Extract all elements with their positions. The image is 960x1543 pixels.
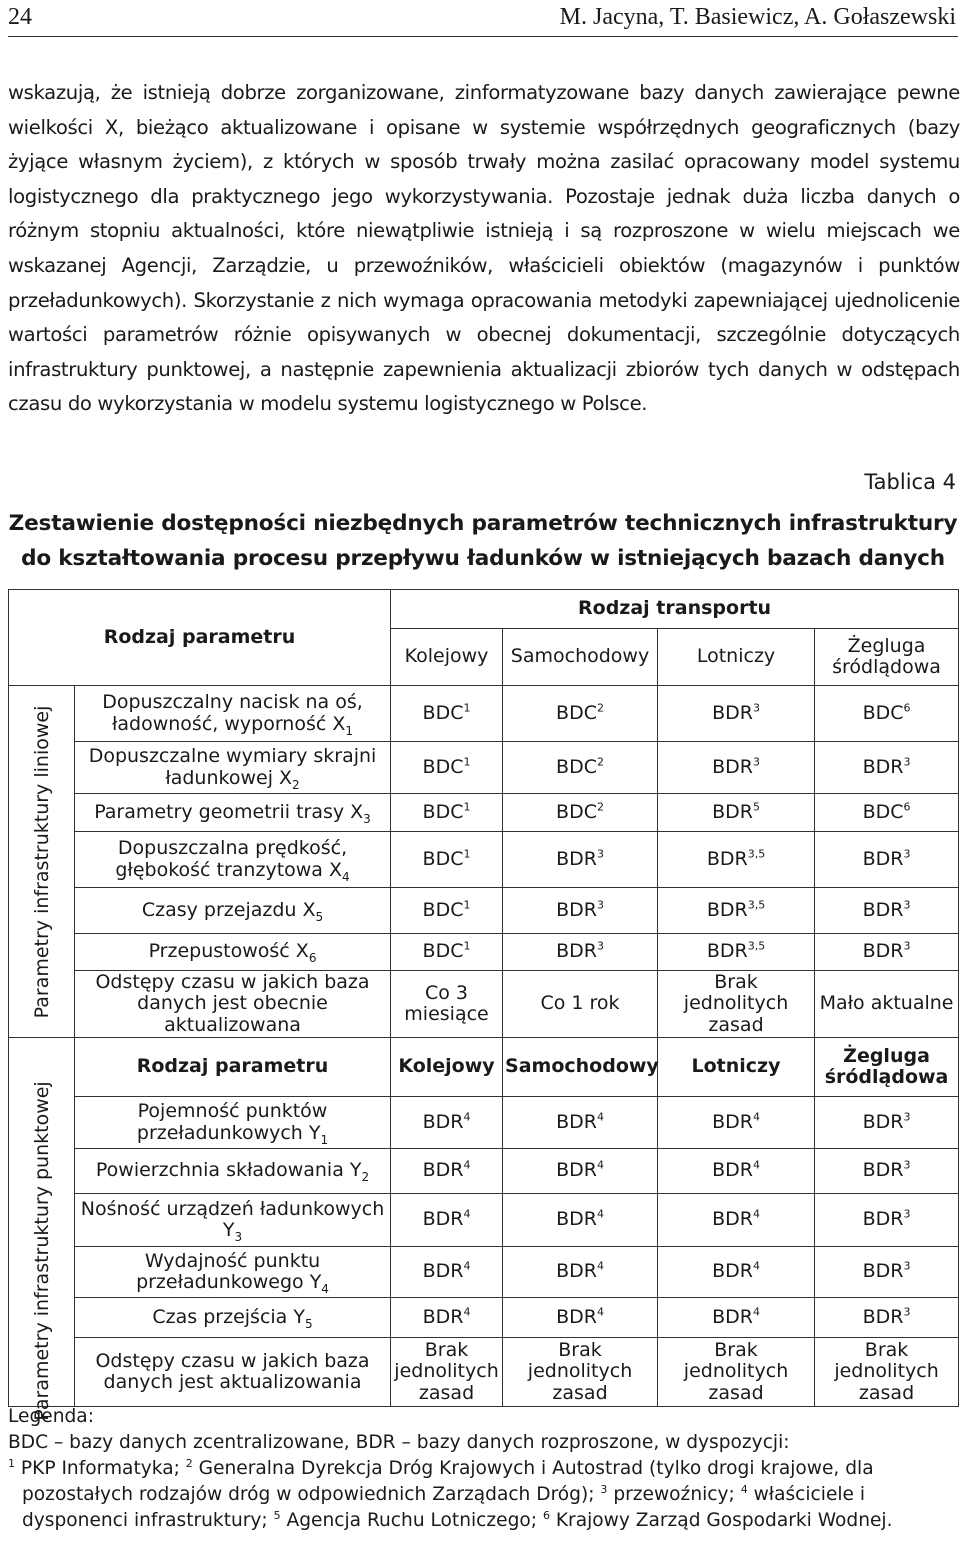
transport-type-cell: Kolejowy [391, 1038, 503, 1097]
superscript-note: 4 [596, 1158, 604, 1172]
table-row [9, 832, 959, 888]
table-row [9, 1338, 959, 1407]
superscript-note: 4 [463, 1305, 471, 1319]
running-header [8, 2, 958, 37]
subscript-index: 6 [308, 951, 317, 966]
value-cell: BDR$^4$ [391, 1247, 503, 1298]
transport-type-cell: Kolejowy [391, 629, 503, 686]
body-paragraph: wskazują, że istnieją dobrze zorganizowane, zinformatyzowane bazy danych zawierające pewne wielkości X, bieżąco aktualizowane i opisane w systemie współrzędnych geograficznych (bazy żyjące własnym życiem), z których w sposób trwały można zasilać opracowany model systemu logistycznego dla praktycznego jego wykorzystywania. Pozostaje jednak duża liczba danych o różnym stopniu aktualności, które niewątpliwie istnieją i są rozproszone w wielu miejscach we wskazanej Agencji, Zarządzie, u przewoźników, właścicieli obiektów (magazynów i punktów przeładunkowych). Skorzystanie z nich wymaga opracowania metodyki zapewniającej ujednolicenie wartości parametrów różnie opisywanych w obecnej dokumentacji, szczególnie dotyczących infrastruktury punktowej, a następnie zapewnienia aktualizacji zbiorów tych danych w odstępach czasu do wykorzystania w modelu systemu logistycznego w Polsce. [8, 81, 960, 416]
superscript-note: 1 [463, 701, 471, 715]
subscript-index: 1 [320, 1132, 329, 1147]
value-cell: BDR$^3$ [815, 1149, 959, 1194]
superscript-note: 3,5 [747, 898, 766, 912]
value-cell: BDR$^4$ [658, 1247, 815, 1298]
footnote-number: 3 [600, 1482, 608, 1496]
superscript-note: 4 [752, 1259, 760, 1273]
value-cell: BDR$^4$ [391, 1097, 503, 1149]
value-cell: BDC$^2$ [503, 794, 658, 832]
value-cell: BDC$^1$ [391, 832, 503, 888]
param-cell: Czasy przejazdu $X_5$ [75, 888, 391, 934]
value-cell: BDR$^{3,5}$ [658, 934, 815, 971]
transport-header-cell: Rodzaj transportu [391, 590, 959, 629]
value-cell: BDR$^3$ [815, 934, 959, 971]
value-cell: BDR$^3$ [815, 1194, 959, 1247]
superscript-note: 3 [752, 755, 760, 769]
legend-notes [8, 1456, 958, 1534]
value-cell: BDR$^3$ [815, 888, 959, 934]
superscript-note: 3 [903, 1110, 911, 1124]
page-number: 24 [8, 4, 32, 30]
param-header-cell: Rodzaj parametru [9, 590, 391, 686]
value-cell: BDR$^3$ [503, 888, 658, 934]
value-cell: BDC$^1$ [391, 888, 503, 934]
superscript-note: 4 [463, 1158, 471, 1172]
value-cell: BDC$^6$ [815, 794, 959, 832]
value-cell: Co 1 rok [503, 971, 658, 1038]
superscript-note: 1 [463, 898, 471, 912]
param-cell: Odstępy czasu w jakich baza danych jest aktualizowania [75, 1338, 391, 1407]
superscript-note: 1 [463, 800, 471, 814]
superscript-note: 3 [903, 1305, 911, 1319]
transport-type-cell: Żegluga śródlądowa [815, 1038, 959, 1097]
value-cell: BDR$^3$ [658, 742, 815, 794]
value-cell: BDR$^{3,5}$ [658, 888, 815, 934]
superscript-note: 3 [596, 898, 604, 912]
value-cell: BDC$^2$ [503, 742, 658, 794]
table-title: Zestawienie dostępności niezbędnych parametrów technicznych infrastruktury do kształtowania procesu przepływu ładunków w istniejących bazach danych [8, 511, 958, 571]
value-cell: BDR$^3$ [658, 686, 815, 742]
table-label: Tablica 4 [864, 470, 956, 494]
value-cell: Co 3 miesiące [391, 971, 503, 1038]
superscript-note: 2 [596, 800, 604, 814]
superscript-note: 3 [903, 939, 911, 953]
superscript-note: 4 [752, 1305, 760, 1319]
superscript-note: 4 [463, 1207, 471, 1221]
legend [8, 1404, 958, 1534]
superscript-note: 5 [752, 800, 760, 814]
value-cell: BDC$^6$ [815, 686, 959, 742]
param-cell: Czas przejścia $Y_5$ [75, 1298, 391, 1338]
transport-type-cell: Samochodowy [503, 1038, 658, 1097]
superscript-note: 4 [596, 1259, 604, 1273]
value-cell: Brak jednolitych zasad [391, 1338, 503, 1407]
value-cell: BDR$^4$ [658, 1298, 815, 1338]
table-header-row [9, 590, 959, 629]
superscript-note: 3 [903, 898, 911, 912]
param-cell: Dopuszczalny nacisk na oś, ładowność, wyporność $X_1$ [75, 686, 391, 742]
subscript-index: 3 [363, 811, 371, 826]
subscript-index: 5 [304, 1316, 313, 1331]
transport-type-cell: Lotniczy [658, 629, 815, 686]
table-row [9, 1247, 959, 1298]
value-cell: BDR$^4$ [503, 1097, 658, 1149]
superscript-note: 2 [596, 701, 604, 715]
subscript-index: 1 [345, 723, 354, 738]
superscript-note: 4 [463, 1110, 471, 1124]
value-cell: BDR$^3$ [815, 832, 959, 888]
superscript-note: 4 [596, 1305, 604, 1319]
value-cell: Brak jednolitych zasad [503, 1338, 658, 1407]
footnote-text: właściciele i dysponenci infrastruktury; [22, 1484, 866, 1531]
superscript-note: 4 [752, 1207, 760, 1221]
value-cell: BDR$^4$ [658, 1097, 815, 1149]
footnote-text: Krajowy Zarząd Gospodarki Wodnej. [549, 1510, 893, 1531]
section-linear-label [9, 686, 75, 1038]
footnote-number: 4 [740, 1482, 748, 1496]
table-row [9, 1194, 959, 1247]
section-label-text: Parametry infrastruktury punktowej [30, 1081, 53, 1421]
table-row [9, 971, 959, 1038]
superscript-note: 6 [903, 701, 911, 715]
superscript-note: 1 [463, 939, 471, 953]
table-row [9, 686, 959, 742]
param-cell: Parametry geometrii trasy $X_3$ [75, 794, 391, 832]
value-cell: BDR$^3$ [503, 934, 658, 971]
value-cell: BDR$^3$ [815, 1298, 959, 1338]
value-cell: BDR$^4$ [503, 1194, 658, 1247]
param-cell: Powierzchnia składowania $Y_2$ [75, 1149, 391, 1194]
value-cell: BDR$^4$ [658, 1194, 815, 1247]
superscript-note: 4 [596, 1207, 604, 1221]
subscript-index: 5 [315, 909, 324, 924]
value-cell: BDR$^3$ [815, 1247, 959, 1298]
value-cell: BDR$^5$ [658, 794, 815, 832]
footnote-number: 6 [542, 1508, 550, 1522]
superscript-note: 3,5 [747, 939, 766, 953]
value-cell: Brak jednolitych zasad [815, 1338, 959, 1407]
value-cell: BDR$^4$ [503, 1247, 658, 1298]
param-cell: Dopuszczalne wymiary skrajni ładunkowej $X_2$ [75, 742, 391, 794]
subscript-index: 4 [342, 869, 350, 884]
footnote-text: przewoźnicy; [607, 1484, 741, 1505]
value-cell: BDR$^4$ [391, 1194, 503, 1247]
value-cell: BDR$^{3,5}$ [658, 832, 815, 888]
subscript-index: 2 [361, 1170, 370, 1185]
superscript-note: 1 [463, 755, 471, 769]
value-cell: BDR$^4$ [391, 1298, 503, 1338]
legend-title: Legenda: [8, 1406, 94, 1427]
value-cell: Mało aktualne [815, 971, 959, 1038]
superscript-note: 4 [596, 1110, 604, 1124]
value-cell: BDR$^4$ [503, 1149, 658, 1194]
superscript-note: 3 [903, 755, 911, 769]
footnote-text: Agencja Ruchu Lotniczego; [280, 1510, 543, 1531]
value-cell: BDR$^4$ [658, 1149, 815, 1194]
param-cell: Pojemność punktów przeładunkowych $Y_1$ [75, 1097, 391, 1149]
superscript-note: 3 [596, 847, 604, 861]
superscript-note: 6 [903, 800, 911, 814]
legend-line: BDC – bazy danych zcentralizowane, BDR – bazy danych rozproszone, w dyspozycji: [8, 1432, 790, 1453]
superscript-note: 1 [463, 847, 471, 861]
running-head-authors: M. Jacyna, T. Basiewicz, A. Gołaszewski [559, 4, 956, 30]
value-cell: BDC$^1$ [391, 742, 503, 794]
superscript-note: 4 [752, 1158, 760, 1172]
param-cell: Wydajność punktu przeładunkowego $Y_4$ [75, 1247, 391, 1298]
value-cell: BDR$^4$ [391, 1149, 503, 1194]
section-label-text: Parametry infrastruktury liniowej [30, 705, 53, 1018]
table-row [9, 794, 959, 832]
table-row [9, 934, 959, 971]
table-subheader-row [9, 1038, 959, 1097]
footnote-number: 5 [273, 1508, 281, 1522]
superscript-note: 3 [596, 939, 604, 953]
param-cell: Przepustowość $X_6$ [75, 934, 391, 971]
footnote-text: PKP Informatyka; [15, 1458, 186, 1479]
value-cell: BDC$^1$ [391, 934, 503, 971]
transport-type-cell: Lotniczy [658, 1038, 815, 1097]
value-cell: BDC$^1$ [391, 794, 503, 832]
footnote-text: Generalna Dyrekcja Dróg Krajowych i Autostrad (tylko drogi krajowe, dla pozostałych rodzajów dróg w odpowiednich Zarządach Dróg); [22, 1458, 874, 1505]
superscript-note: 3 [903, 1158, 911, 1172]
subscript-index: 3 [234, 1229, 243, 1244]
superscript-note: 4 [752, 1110, 760, 1124]
superscript-note: 3 [903, 1207, 911, 1221]
superscript-note: 3 [752, 701, 760, 715]
param-cell: Dopuszczalna prędkość, głębokość tranzytowa $X_4$ [75, 832, 391, 888]
transport-type-cell: Samochodowy [503, 629, 658, 686]
superscript-note: 2 [596, 755, 604, 769]
footnote-number: 1 [8, 1456, 15, 1470]
superscript-note: 3 [903, 1259, 911, 1273]
param-cell: Nośność urządzeń ładunkowych $Y_3$ [75, 1194, 391, 1247]
subscript-index: 4 [321, 1281, 329, 1296]
param-header-cell: Rodzaj parametru [75, 1038, 391, 1097]
table-row [9, 888, 959, 934]
table-row [9, 1149, 959, 1194]
value-cell: Brak jednolitych zasad [658, 971, 815, 1038]
subscript-index: 2 [292, 777, 300, 792]
value-cell: BDC$^1$ [391, 686, 503, 742]
superscript-note: 3 [903, 847, 911, 861]
value-cell: BDR$^3$ [815, 1097, 959, 1149]
value-cell: BDC$^2$ [503, 686, 658, 742]
table-row [9, 742, 959, 794]
table-row [9, 1097, 959, 1149]
superscript-note: 4 [463, 1259, 471, 1273]
value-cell: BDR$^3$ [503, 832, 658, 888]
value-cell: BDR$^3$ [815, 742, 959, 794]
superscript-note: 3,5 [747, 847, 766, 861]
value-cell: Brak jednolitych zasad [658, 1338, 815, 1407]
footnote-number: 2 [185, 1456, 193, 1470]
transport-type-cell: Żegluga śródlądowa [815, 629, 959, 686]
value-cell: BDR$^4$ [503, 1298, 658, 1338]
table-row [9, 1298, 959, 1338]
param-cell: Odstępy czasu w jakich baza danych jest obecnie aktualizowana [75, 971, 391, 1038]
